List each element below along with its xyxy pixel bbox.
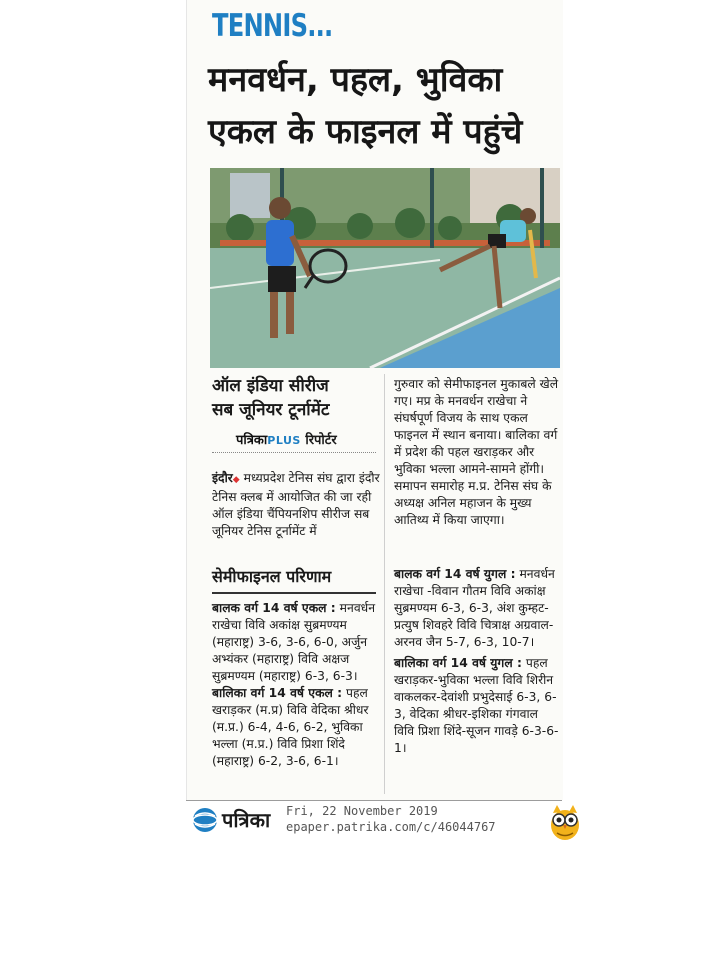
girls-singles-label: बालिका वर्ग 14 वर्ष एकल : bbox=[212, 686, 343, 700]
boys-singles-label: बालक वर्ग 14 वर्ष एकल : bbox=[212, 601, 336, 615]
results-singles bbox=[212, 600, 382, 770]
tennis-photo bbox=[210, 168, 560, 368]
lead-text: मध्यप्रदेश टेनिस संघ द्वारा इंदौर टेनिस क्लब में आयोजित की जा रही ऑल इंडिया चैंपियनशिप सीरीज सब जूनियर टेनिस टूर्नामेंट में bbox=[212, 471, 380, 538]
byline-plus: PLUS bbox=[267, 434, 301, 447]
headline-line-2: एकल के फाइनल में पहुंचे bbox=[208, 112, 523, 152]
boys-doubles-label: बालक वर्ग 14 वर्ष युगल : bbox=[394, 567, 516, 581]
section-kicker bbox=[212, 8, 332, 44]
tennis-photo-illustration bbox=[210, 168, 560, 368]
column-divider bbox=[384, 374, 385, 794]
footer-logo[interactable] bbox=[192, 806, 270, 833]
kicker-text: TENNIS bbox=[212, 8, 308, 44]
globe-icon bbox=[192, 807, 218, 833]
lead-paragraph bbox=[212, 470, 382, 540]
results-heading-rule bbox=[212, 592, 376, 594]
subheading-line-2: सब जूनियर टूर्नामेंट bbox=[212, 400, 330, 420]
girls-doubles-label: बालिका वर्ग 14 वर्ष युगल : bbox=[394, 656, 522, 670]
dateline-marker-icon: ◆ bbox=[232, 475, 240, 485]
byline-divider bbox=[212, 452, 376, 453]
headline bbox=[208, 54, 562, 158]
footer-divider bbox=[186, 800, 562, 801]
subheading-line-1: ऑल इंडिया सीरीज bbox=[212, 376, 329, 396]
owl-icon bbox=[548, 803, 582, 845]
continuation-text: गुरुवार को सेमीफाइनल मुकाबले खेले गए। मप्र के मनवर्धन राखेचा ने संघर्षपूर्ण विजय के साथ एकल फाइनल में स्थान बनाया। बालिका वर्ग में प्रदेश की पहल खराड़कर और भुविका भल्ला आमने-सामने होंगी। समापन समारोह म.प्र. टेनिस संघ के अध्यक्ष अनिल महाजन के मुख्य आतिथ्य में किया जाएगा। bbox=[394, 377, 559, 527]
epaper-url[interactable]: epaper.patrika.com/c/46044767 bbox=[286, 820, 496, 834]
boys-doubles-result bbox=[394, 566, 560, 651]
byline bbox=[236, 430, 337, 448]
byline-role: रिपोर्टर bbox=[305, 433, 337, 448]
girls-doubles-text: पहल खराड़कर-भुविका भल्ला विवि शिरीन वाकलकर-देवांशी प्रभुदेसाई 6-3, 6-3, वेदिका श्रीधर-इशिका गंगवाल विवि प्रिशा शिंदे-सूजन गावड़े 6-3-6-1। bbox=[394, 656, 559, 755]
girls-singles-text: पहल खराड़कर (म.प्र) विवि वेदिका श्रीधर (म.प्र.) 6-4, 4-6, 6-2, भुविका भल्ला (म.प्र.) विवि प्रिशा शिंदे (महाराष्ट्र) 6-2, 3-6, 6-1। bbox=[212, 686, 369, 768]
dateline: इंदौर bbox=[212, 471, 233, 485]
headline-line-1: मनवर्धन, पहल, भुविका bbox=[208, 60, 503, 100]
girls-singles-result bbox=[212, 685, 382, 770]
footer-logo-text: पत्रिका bbox=[222, 808, 271, 832]
results-heading: सेमीफाइनल परिणाम bbox=[212, 567, 332, 586]
boys-singles-text: मनवर्धन राखेचा विवि अकांक्ष सुब्रमण्यम (महाराष्ट्र) 3-6, 3-6, 6-0, अर्जुन अभ्यंकर (महाराष्ट्र) विवि अक्षज सुब्रमण्यम (महाराष्ट्र) 6-3, 6-3। bbox=[212, 601, 376, 683]
continuation-paragraph bbox=[394, 376, 560, 529]
girls-doubles-result bbox=[394, 655, 560, 757]
subheading bbox=[212, 374, 382, 422]
edition-date: Fri, 22 November 2019 bbox=[286, 804, 438, 818]
boys-doubles-text: मनवर्धन राखेचा -विवान गौतम विवि अकांक्ष सुब्रमण्यम 6-3, 6-3, अंश कुम्हट-प्रत्युष शिवहरे विवि चित्राक्ष अग्रवाल-अरनव जैन 5-7, 6-3, 10-7। bbox=[394, 567, 555, 649]
kicker-dots: ... bbox=[307, 8, 333, 44]
boys-singles-result bbox=[212, 600, 382, 685]
byline-brand: पत्रिका bbox=[236, 433, 268, 448]
results-doubles bbox=[394, 566, 560, 757]
footer-meta bbox=[286, 803, 496, 835]
